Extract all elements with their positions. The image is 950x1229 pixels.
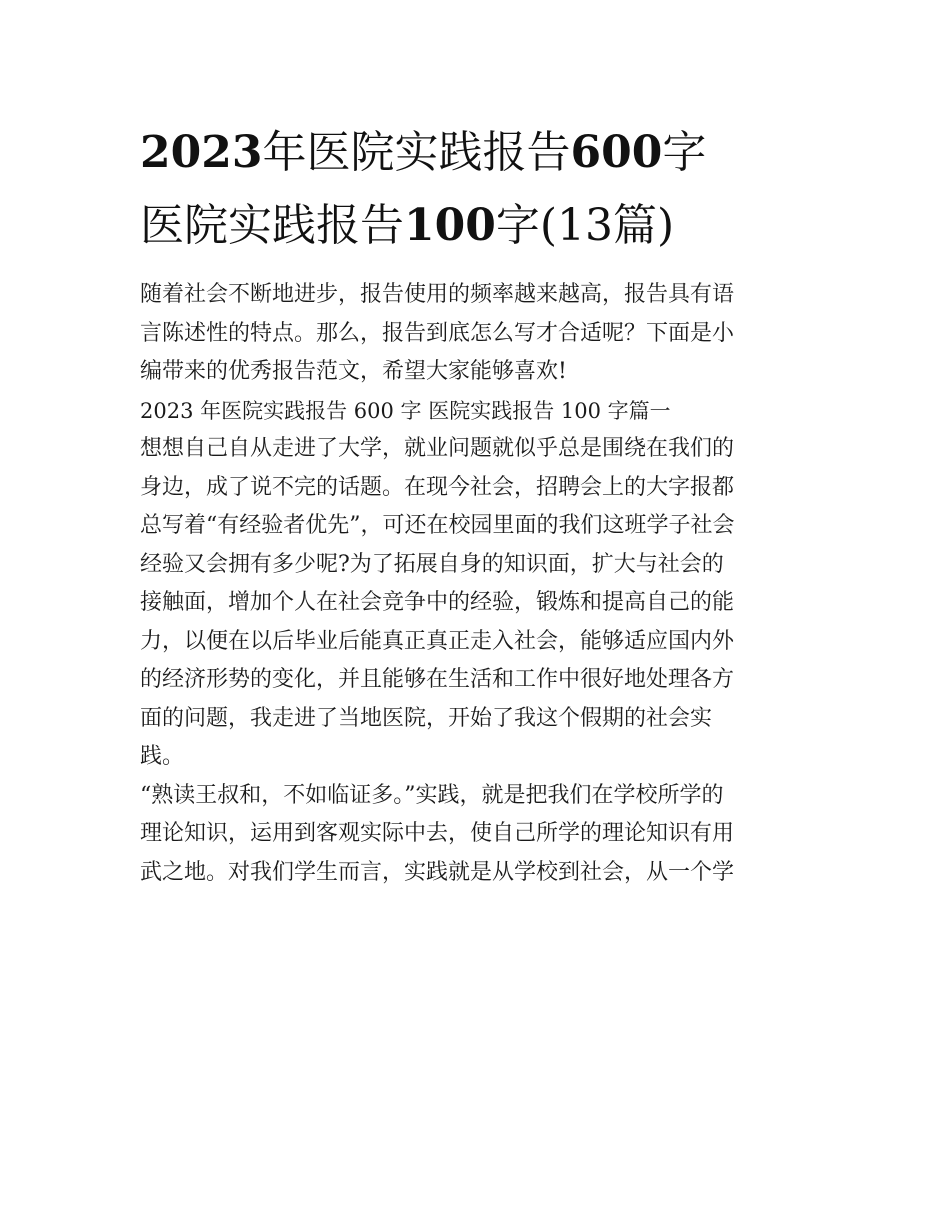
document-body [140,116,812,892]
text-line: 武之地。对我们学生而言，实践就是从学校到社会，从一个学 [140,859,735,885]
text-line: “熟读王叔和，不如临证多。”实践，就是把我们在学校所学的 [140,782,724,808]
text-line: 随着社会不断地进步，报告使用的频率越来越高，报告具有语 [140,282,735,307]
text-line: 言陈述性的特点。那么，报告到底怎么写才合适呢？下面是小 [140,320,735,346]
text-line: 的经济形势的变化，并且能够在生活和工作中很好地处理各方 [140,667,735,692]
text-line: 接触面，增加个人在社会竞争中的经验，锻炼和提高自己的能 [140,590,735,615]
section-heading: 2023 年医院实践报告 600 字 医院实践报告 100 字篇一 [140,398,671,423]
text-line: 践。 [140,744,185,769]
title-line-2 [140,189,812,262]
text-line: 理论知识，运用到客观实际中去，使自己所学的理论知识有用 [140,821,735,846]
title-line-1 [140,116,812,189]
document-title [140,116,812,262]
title-text: 年医院实践报告 [262,127,571,178]
title-text: 字 [662,127,707,178]
text-line: 想想自己自从走进了大学，就业问题就似乎总是围绕在我们的 [140,436,735,461]
title-number: 100 [404,200,496,251]
title-text: 医院实践报告 [140,200,404,251]
text-line: 总写着“有经验者优先”，可还在校园里面的我们这班学子社会 [140,513,735,538]
body-paragraph-2 [140,777,812,893]
intro-paragraph [140,276,812,392]
text-line: 力，以便在以后毕业后能真正真正走入社会，能够适应国内外 [140,628,735,654]
title-number: 600 [570,127,663,178]
title-text: 篇) [613,200,675,251]
title-text: 字(13 [495,200,614,251]
title-year: 2023 [140,127,263,178]
text-line: 身边，成了说不完的话题。在现今社会，招聘会上的大字报都 [140,474,735,500]
text-line: 编带来的优秀报告范文，希望大家能够喜欢! [140,359,567,384]
body-paragraph-1 [140,430,812,777]
text-line: 面的问题，我走进了当地医院，开始了我这个假期的社会实 [140,705,713,731]
text-line: 经验又会拥有多少呢?为了拓展自身的知识面，扩大与社会的 [140,551,724,577]
